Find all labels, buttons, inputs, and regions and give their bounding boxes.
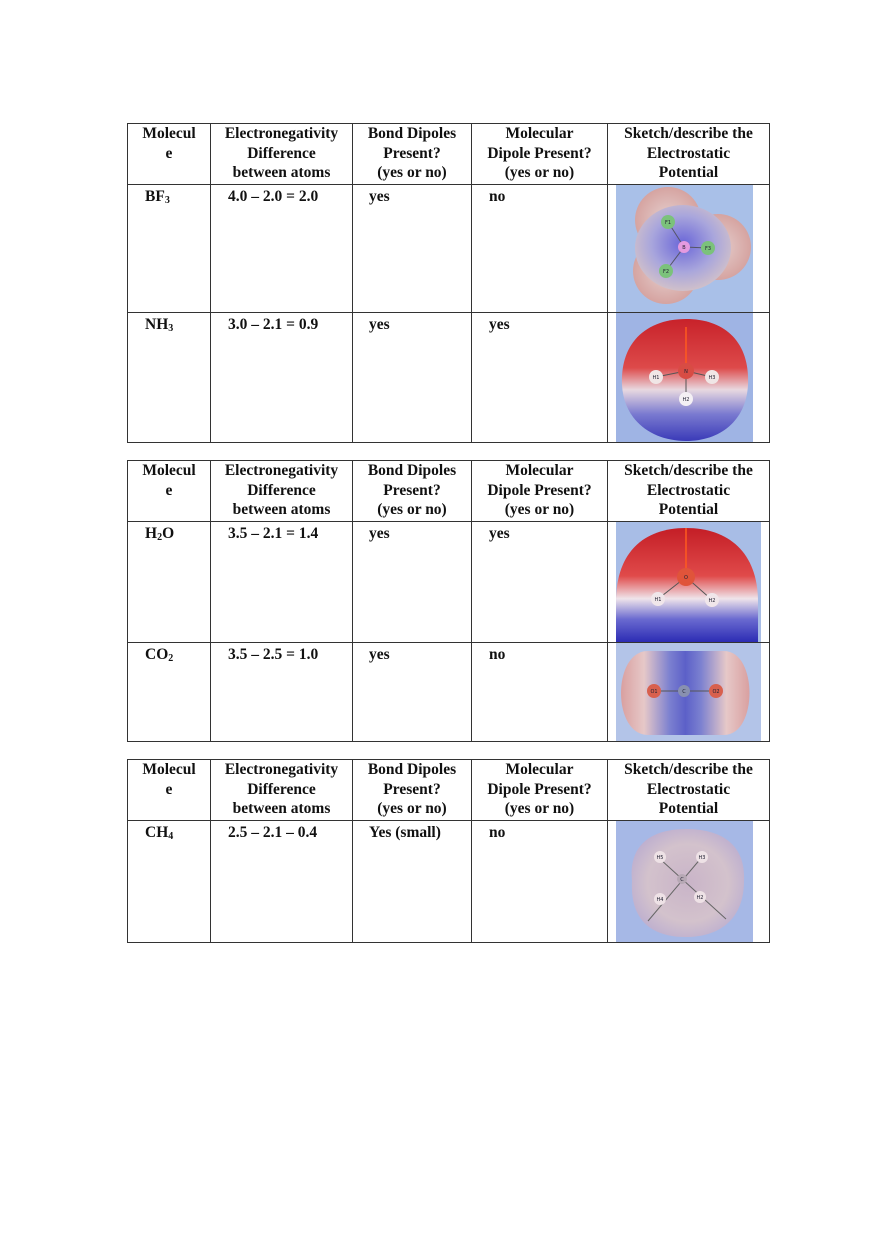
bond-dipole-cell: Yes (small) [353,821,472,943]
esp-image-cell [608,643,770,742]
atom-label: H4 [656,897,664,903]
header-molecule: Molecul e [128,124,211,185]
header-bond-dipoles: Bond Dipoles Present? (yes or no) [353,124,472,185]
bond-dipole-cell: yes [353,185,472,313]
bond-dipole-cell: yes [353,313,472,443]
h2o-esp-image [608,522,770,642]
esp-image-cell [608,522,770,643]
header-molecular-dipole: Molecular Dipole Present? (yes or no) [472,760,608,821]
table-row [128,313,770,443]
atom-label: H3 [708,375,716,381]
molecular-dipole-cell: no [472,643,608,742]
molecule-table-2 [127,460,770,742]
esp-image-cell [608,821,770,943]
atom-label: O [684,575,688,581]
atom-label: C [680,877,684,883]
molecule-cell: $BF_3$ [128,185,211,313]
header-row [128,760,770,821]
en-difference-cell: 3.0 – 2.1 = 0.9 [211,313,353,443]
atom-label: H2 [696,895,704,901]
en-difference-cell: 3.5 – 2.5 = 1.0 [211,643,353,742]
header-electronegativity: Electronegativity Difference between atoms [211,461,353,522]
molecule-cell: $H_2O$ [128,522,211,643]
co2-esp-image [608,643,770,741]
header-row [128,461,770,522]
header-row [128,124,770,185]
molecule-table-3 [127,759,770,943]
esp-image-cell [608,313,770,443]
atom-label: H2 [708,598,716,604]
en-difference-cell: 2.5 – 2.1 – 0.4 [211,821,353,943]
table-row [128,821,770,943]
header-electronegativity: Electronegativity Difference between atoms [211,124,353,185]
header-molecular-dipole: Molecular Dipole Present? (yes or no) [472,461,608,522]
molecule-cell: $NH_3$ [128,313,211,443]
atom-label: F3 [704,246,712,252]
bond-dipole-cell: yes [353,643,472,742]
atom-label: H1 [652,375,660,381]
table-row [128,185,770,313]
ch4-esp-image [608,821,770,942]
atom-label: F1 [664,220,672,226]
header-sketch: Sketch/describe the Electrostatic Potential [608,461,770,522]
atom-label: N [684,369,688,375]
header-bond-dipoles: Bond Dipoles Present? (yes or no) [353,461,472,522]
molecular-dipole-cell: yes [472,313,608,443]
nh3-esp-image [608,313,770,442]
esp-image-cell [608,185,770,313]
header-electronegativity: Electronegativity Difference between atoms [211,760,353,821]
atom-label: H3 [698,855,706,861]
en-difference-cell: 3.5 – 2.1 = 1.4 [211,522,353,643]
atom-label: C [682,689,686,695]
en-difference-cell: 4.0 – 2.0 = 2.0 [211,185,353,313]
atom-label: O2 [712,689,720,695]
molecule-table-1 [127,123,770,443]
molecule-cell: $CH_4$ [128,821,211,943]
molecular-dipole-cell: no [472,821,608,943]
atom-label: H2 [682,397,690,403]
atom-label: F2 [662,269,670,275]
header-sketch: Sketch/describe the Electrostatic Potential [608,124,770,185]
header-molecular-dipole: Molecular Dipole Present? (yes or no) [472,124,608,185]
atom-label: H5 [656,855,664,861]
atom-label: B [682,245,686,251]
atom-label: O1 [650,689,658,695]
header-molecule: Molecul e [128,461,211,522]
bf3-esp-image [608,185,770,312]
atom-label: H1 [654,597,662,603]
molecule-cell: $CO_2$ [128,643,211,742]
bond-dipole-cell: yes [353,522,472,643]
header-bond-dipoles: Bond Dipoles Present? (yes or no) [353,760,472,821]
header-molecule: Molecul e [128,760,211,821]
molecular-dipole-cell: no [472,185,608,313]
table-row [128,522,770,643]
table-row [128,643,770,742]
header-sketch: Sketch/describe the Electrostatic Potential [608,760,770,821]
molecular-dipole-cell: yes [472,522,608,643]
